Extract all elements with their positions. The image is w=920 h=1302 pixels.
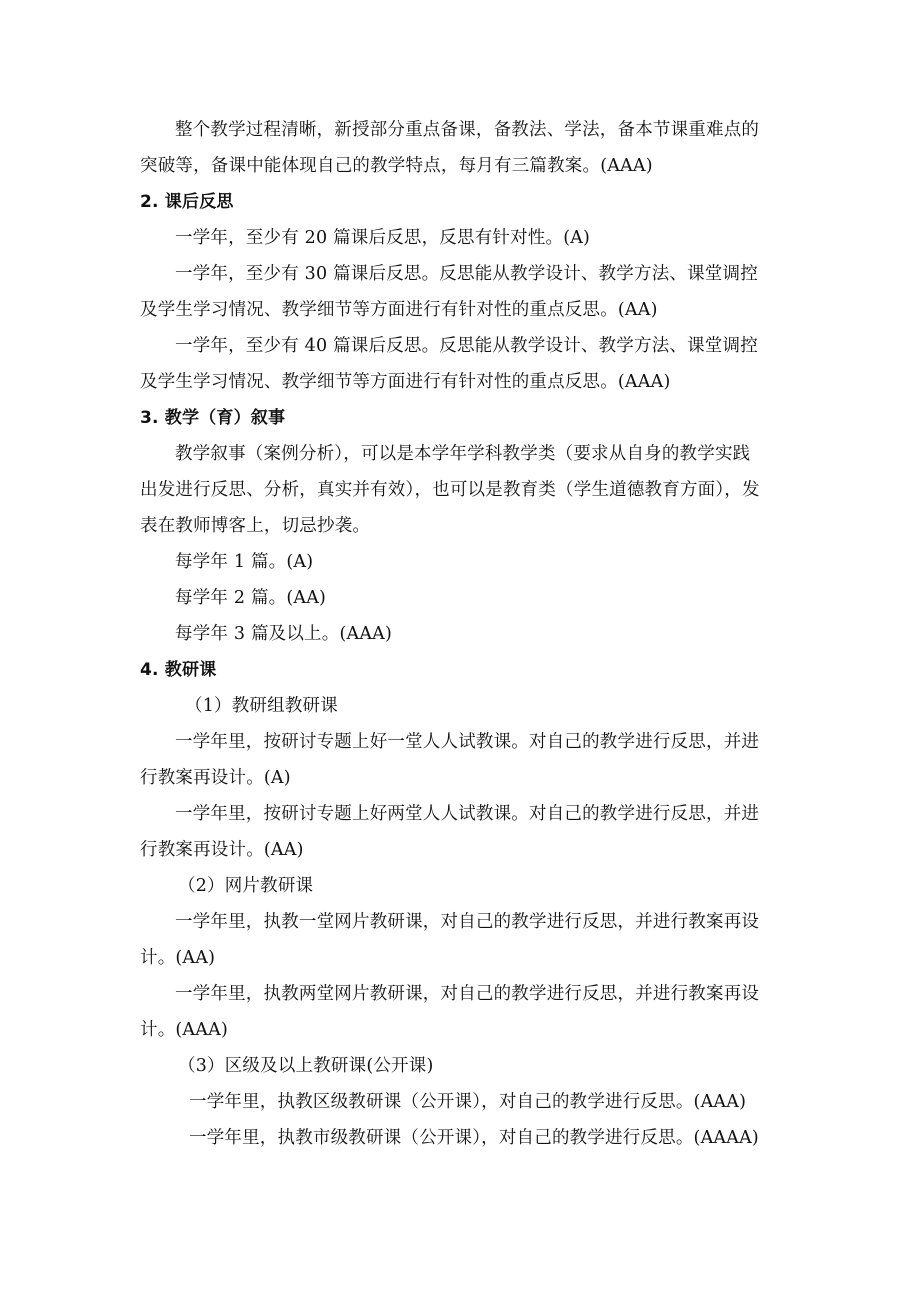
- paragraph-line: 计。(AAA): [140, 1020, 228, 1040]
- paragraph-line: 一学年里，执教一堂网片教研课，对自己的教学进行反思，并进行教案再设: [175, 912, 760, 932]
- paragraph-line: 一学年里，按研讨专题上好一堂人人试教课。对自己的教学进行反思，并进: [175, 732, 760, 752]
- paragraph-line: 一学年，至少有 40 篇课后反思。反思能从教学设计、教学方法、课堂调控: [175, 336, 758, 356]
- paragraph-line: 一学年，至少有 20 篇课后反思，反思有针对性。(A): [175, 228, 591, 248]
- paragraph-line: 出发进行反思、分析，真实并有效），也可以是教育类（学生道德教育方面），发: [140, 480, 760, 500]
- paragraph-line: 一学年里，执教两堂网片教研课，对自己的教学进行反思，并进行教案再设: [175, 984, 760, 1004]
- section-heading-3: 3. 教学（育）叙事: [140, 408, 286, 428]
- paragraph-line: 及学生学习情况、教学细节等方面进行有针对性的重点反思。(AA): [140, 300, 658, 320]
- paragraph-line: 整个教学过程清晰，新授部分重点备课，备教法、学法，备本节课重难点的: [175, 120, 760, 140]
- paragraph-line: 一学年，至少有 30 篇课后反思。反思能从教学设计、教学方法、课堂调控: [175, 264, 758, 284]
- paragraph-line: 一学年里，执教市级教研课（公开课），对自己的教学进行反思。(AAAA): [189, 1128, 759, 1148]
- paragraph-line: 每学年 1 篇。(A): [175, 552, 314, 572]
- paragraph-line: 行教案再设计。(A): [140, 768, 291, 788]
- paragraph-line: 一学年里，按研讨专题上好两堂人人试教课。对自己的教学进行反思，并进: [175, 804, 760, 824]
- paragraph-line: 行教案再设计。(AA): [140, 840, 304, 860]
- paragraph-line: 计。(AA): [140, 948, 216, 968]
- subsection-heading: （3）区级及以上教研课(公开课): [178, 1056, 434, 1076]
- paragraph-line: 教学叙事（案例分析），可以是本学年学科教学类（要求从自身的教学实践: [175, 444, 751, 464]
- paragraph-line: 表在教师博客上，切忌抄袭。: [140, 516, 371, 536]
- paragraph-line: 一学年里，执教区级教研课（公开课），对自己的教学进行反思。(AAA): [189, 1092, 747, 1112]
- paragraph-line: 每学年 3 篇及以上。(AAA): [175, 624, 393, 644]
- subsection-heading: （1）教研组教研课: [185, 696, 338, 716]
- subsection-heading: （2）网片教研课: [178, 876, 314, 896]
- section-heading-4: 4. 教研课: [140, 660, 217, 680]
- paragraph-line: 突破等，备课中能体现自己的教学特点，每月有三篇教案。(AAA): [140, 156, 653, 176]
- paragraph-line: 及学生学习情况、教学细节等方面进行有针对性的重点反思。(AAA): [140, 372, 671, 392]
- section-heading-2: 2. 课后反思: [140, 192, 234, 212]
- paragraph-line: 每学年 2 篇。(AA): [175, 588, 327, 608]
